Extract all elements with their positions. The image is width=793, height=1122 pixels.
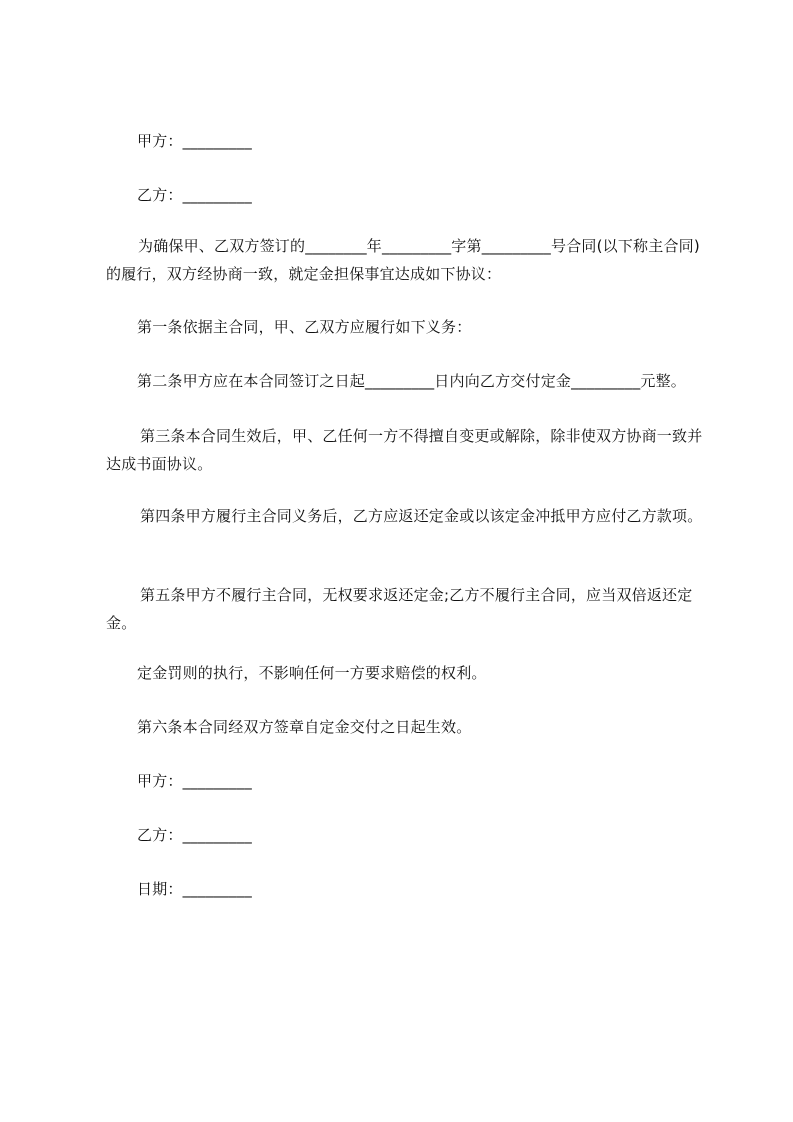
article-2: 第二条甲方应在本合同签订之日起_________日内向乙方交付定金_________元整。 [137,372,687,390]
party-b-bottom: 乙方：_________ [137,826,252,844]
article-3: 第三条本合同生效后，甲、乙任何一方不得擅自变更或解除，除非使双方协商一致并达成书面协议。 [106,427,703,473]
intro-paragraph: 为确保甲、乙双方签订的________年_________字第_________号合同(以下称主合同)的履行，双方经协商一致，就定金担保事宜达成如下协议： [106,237,700,283]
article-4: 第四条甲方履行主合同义务后，乙方应返还定金或以该定金冲抵甲方应付乙方款项。 [140,507,703,525]
article-6: 第六条本合同经双方签章自定金交付之日起生效。 [137,718,472,736]
penalty-note: 定金罚则的执行，不影响任何一方要求赔偿的权利。 [137,664,487,682]
article-5: 第五条甲方不履行主合同，无权要求返还定金;乙方不履行主合同，应当双倍返还定金。 [106,586,693,632]
party-a-top: 甲方：_________ [137,132,252,150]
party-b-top: 乙方：_________ [137,186,252,204]
article-1: 第一条依据主合同，甲、乙双方应履行如下义务： [137,318,472,336]
party-a-bottom: 甲方：_________ [137,772,252,790]
signature-date: 日期：_________ [137,880,252,898]
